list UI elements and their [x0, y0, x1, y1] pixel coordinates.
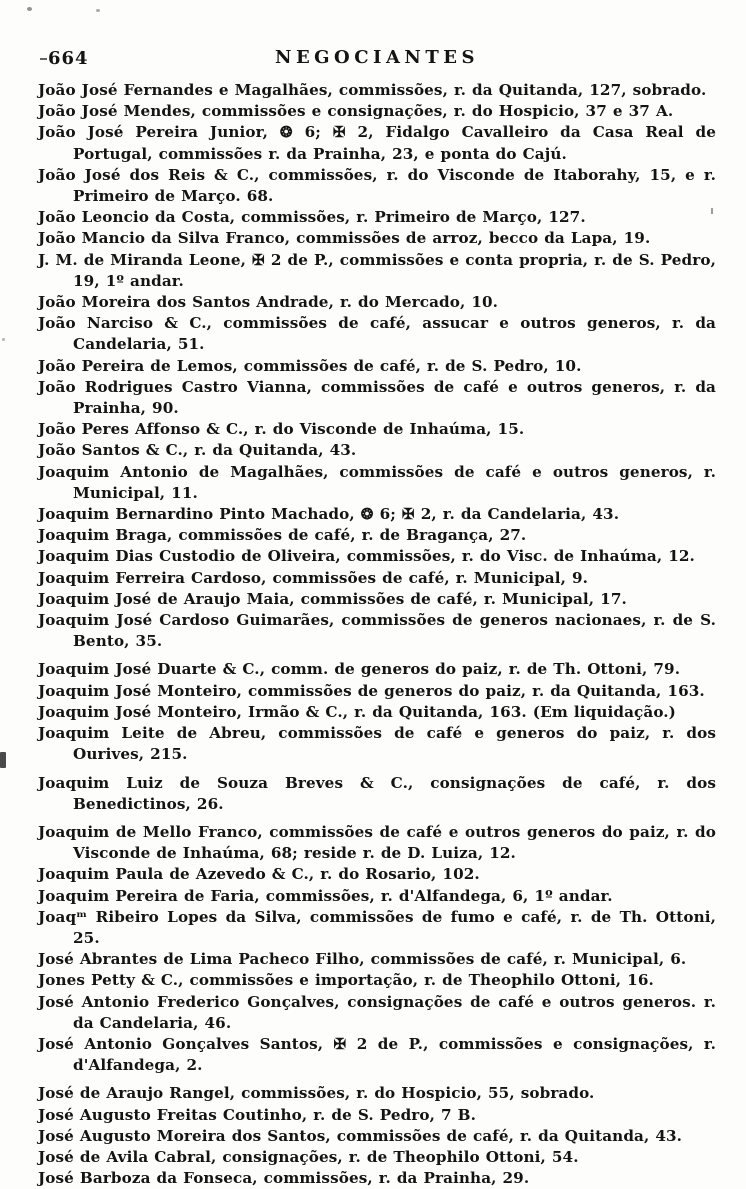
directory-entry: Joaquim Pereira de Faria, commissões, r. d'Alfandega, 6, 1º andar.	[38, 886, 613, 905]
directory-entry: José de Avila Cabral, consignações, r. de Theophilo Ottoni, 54.	[38, 1147, 579, 1166]
directory-entry: Jones Petty & C., commissões e importação, r. de Theophilo Ottoni, 16.	[38, 971, 654, 990]
directory-entry: Joaquim Leite de Abreu, commissões de café e generos do paiz, r. dos Ourives, 215.	[38, 724, 716, 764]
directory-entry: Joaqᵐ Ribeiro Lopes da Silva, commissões de fumo e café, r. de Th. Ottoni, 25.	[38, 907, 716, 947]
directory-entry: Joaquim Luiz de Souza Breves & C., consignações de café, r. dos Benedictinos, 26.	[38, 773, 716, 813]
directory-entry: Joaquim José Duarte & C., comm. de generos do paiz, r. de Th. Ottoni, 79.	[38, 660, 681, 679]
directory-entry: Joaquim Antonio de Magalhães, commissões de café e outros generos, r. Municipal, 11.	[38, 462, 716, 502]
scan-speck	[27, 7, 32, 11]
directory-entry: Joaquim José Monteiro, commissões de generos do paiz, r. da Quitanda, 163.	[38, 681, 705, 700]
directory-entry: Joaquim Bernardino Pinto Machado, ❂ 6; ✠ 2, r. da Candelaria, 43.	[38, 505, 620, 524]
ink-blot-artifact	[0, 752, 6, 768]
directory-entry: João Peres Affonso & C., r. do Visconde de Inhaúma, 15.	[38, 420, 525, 439]
directory-entry: Joaquim José Cardoso Guimarães, commissões de generos nacionaes, r. de S. Bento, 35.	[38, 611, 716, 651]
page-number: 664	[40, 48, 89, 69]
directory-entry: João Narciso & C., commissões de café, assucar e outros generos, r. da Candelaria, 51.	[38, 314, 716, 354]
directory-entry: José Augusto Moreira dos Santos, commissões de café, r. da Quitanda, 43.	[38, 1126, 683, 1145]
directory-entry: José Barboza da Fonseca, commissões, r. da Prainha, 29.	[38, 1169, 530, 1188]
scan-speck	[711, 208, 713, 214]
directory-entry: José Abrantes de Lima Pacheco Filho, commissões de café, r. Municipal, 6.	[38, 950, 687, 969]
directory-entry: Joaquim Braga, commissões de café, r. de Bragança, 27.	[38, 526, 527, 545]
directory-entry: Joaquim José de Araujo Maia, commissões de café, r. Municipal, 17.	[38, 589, 627, 608]
directory-entry: João Pereira de Lemos, commissões de café, r. de S. Pedro, 10.	[38, 356, 582, 375]
directory-entry: J. M. de Miranda Leone, ✠ 2 de P., commissões e conta propria, r. de S. Pedro, 19, 1º andar.	[38, 250, 716, 290]
directory-entry: Joaquim Paula de Azevedo & C., r. do Rosario, 102.	[38, 865, 480, 884]
directory-entry: Joaquim Dias Custodio de Oliveira, commissões, r. do Visc. de Inhaúma, 12.	[38, 547, 695, 566]
directory-entry: José Antonio Frederico Gonçalves, consignações de café e outros generos. r. da Candelaria, 46.	[38, 992, 716, 1032]
directory-list	[38, 80, 716, 1189]
page-title: NEGOCIANTES	[274, 47, 479, 68]
directory-entry: João José Pereira Junior, ❂ 6; ✠ 2, Fidalgo Cavalleiro da Casa Real de Portugal, commissões r. da Prainha, 23, e ponta do Cajú.	[38, 123, 716, 163]
directory-entry: Joaquim Ferreira Cardoso, commissões de café, r. Municipal, 9.	[38, 568, 589, 587]
directory-entry: João Rodrigues Castro Vianna, commissões de café e outros generos, r. da Prainha, 90.	[38, 377, 716, 418]
directory-entry: João José Fernandes e Magalhães, commissões, r. da Quitanda, 127, sobrado.	[38, 81, 707, 99]
directory-entry: José Augusto Freitas Coutinho, r. de S. Pedro, 7 B.	[38, 1105, 476, 1124]
directory-entry: João Mancio da Silva Franco, commissões de arroz, becco da Lapa, 19.	[38, 229, 651, 248]
directory-entry: Joaquim de Mello Franco, commissões de café e outros generos do paiz, r. do Visconde de Inhaúma, 68; reside r. de D. Luiza, 12.	[38, 822, 716, 863]
directory-entry: João Santos & C., r. da Quitanda, 43.	[38, 441, 357, 460]
scan-speck	[2, 338, 5, 341]
directory-entry: João José dos Reis & C., commissões, r. do Visconde de Itaborahy, 15, e r. Primeiro de Março. 68.	[38, 165, 716, 206]
page-header	[38, 46, 716, 74]
directory-entry: Joaquim José Monteiro, Irmão & C., r. da Quitanda, 163. (Em liquidação.)	[38, 702, 676, 721]
directory-entry: José Antonio Gonçalves Santos, ✠ 2 de P., commissões e consignações, r. d'Alfandega, 2.	[38, 1034, 716, 1075]
directory-entry: José de Araujo Rangel, commissões, r. do Hospicio, 55, sobrado.	[38, 1084, 595, 1103]
directory-entry: João Moreira dos Santos Andrade, r. do Mercado, 10.	[38, 293, 499, 312]
directory-entry: João José Mendes, commissões e consignações, r. do Hospicio, 37 e 37 A.	[38, 102, 674, 121]
scan-speck	[96, 9, 100, 12]
directory-entry: João Leoncio da Costa, commissões, r. Primeiro de Março, 127.	[38, 208, 586, 227]
